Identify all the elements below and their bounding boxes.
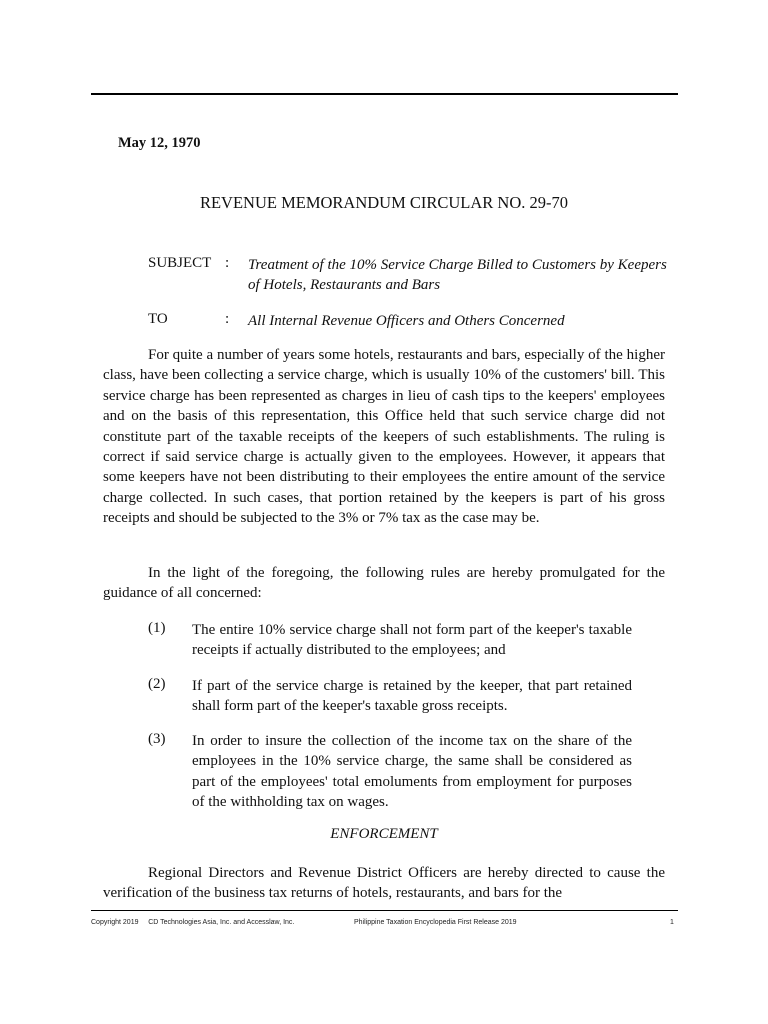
footer-publication: Philippine Taxation Encyclopedia First Release 2019 [354,919,517,926]
body-paragraph-1: For quite a number of years some hotels, restaurants and bars, especially of the higher class, have been collecting a service charge, which is usually 10% of the customers' bill. This service charge has been represented as charges in lieu of cash tips to the keepers' employees and on the basis of this representation, this Office held that such service charge did not constitute part of the taxable receipts of the keepers of such establishments. The ruling is correct if said service charge is actually given to the employees. However, it appears that some keepers have not been distributing to their employees the entire amount of the service charge collected. In such cases, that portion retained by the keepers is part of his gross receipts and should be subjected to the 3% or 7% tax as the case may be. [103,347,665,527]
rule-number-2: (2) [148,676,166,692]
document-date: May 12, 1970 [118,135,201,151]
subject-label: SUBJECT [148,255,212,271]
to-value: All Internal Revenue Officers and Others Concerned [248,313,565,329]
rule-number-3: (3) [148,731,166,747]
subject-value: Treatment of the 10% Service Charge Billed to Customers by Keepers of Hotels, Restaurants and Bars [248,257,667,293]
footer-page-number: 1 [670,919,674,926]
body-paragraph-2: In the light of the foregoing, the following rules are hereby promulgated for the guidance of all concerned: [103,565,665,602]
document-title: REVENUE MEMORANDUM CIRCULAR NO. 29-70 [199,193,569,212]
enforcement-paragraph: Regional Directors and Revenue District Officers are hereby directed to cause the verification of the business tax returns of hotels, restaurants, and bars for the [103,865,665,902]
to-label: TO [148,311,168,327]
top-rule [91,93,678,95]
rule-text-2: If part of the service charge is retained by the keeper, that part retained shall form part of the keeper's taxable gross receipts. [192,678,632,715]
rule-text-1: The entire 10% service charge shall not form part of the keeper's taxable receipts if actually distributed to the employees; and [192,622,632,659]
footer-rule [91,910,678,911]
footer-copyright: Copyright 2019 CD Technologies Asia, Inc. and Accesslaw, Inc. [91,919,295,926]
to-colon: : [225,311,230,327]
enforcement-heading: ENFORCEMENT [330,826,438,842]
rule-text-3: In order to insure the collection of the income tax on the share of the employees in the 10% service charge, the same shall be considered as part of the employees' total emoluments from employment for purposes of the withholding tax on wages. [192,733,632,811]
rule-number-1: (1) [148,620,166,636]
subject-colon: : [225,255,230,271]
